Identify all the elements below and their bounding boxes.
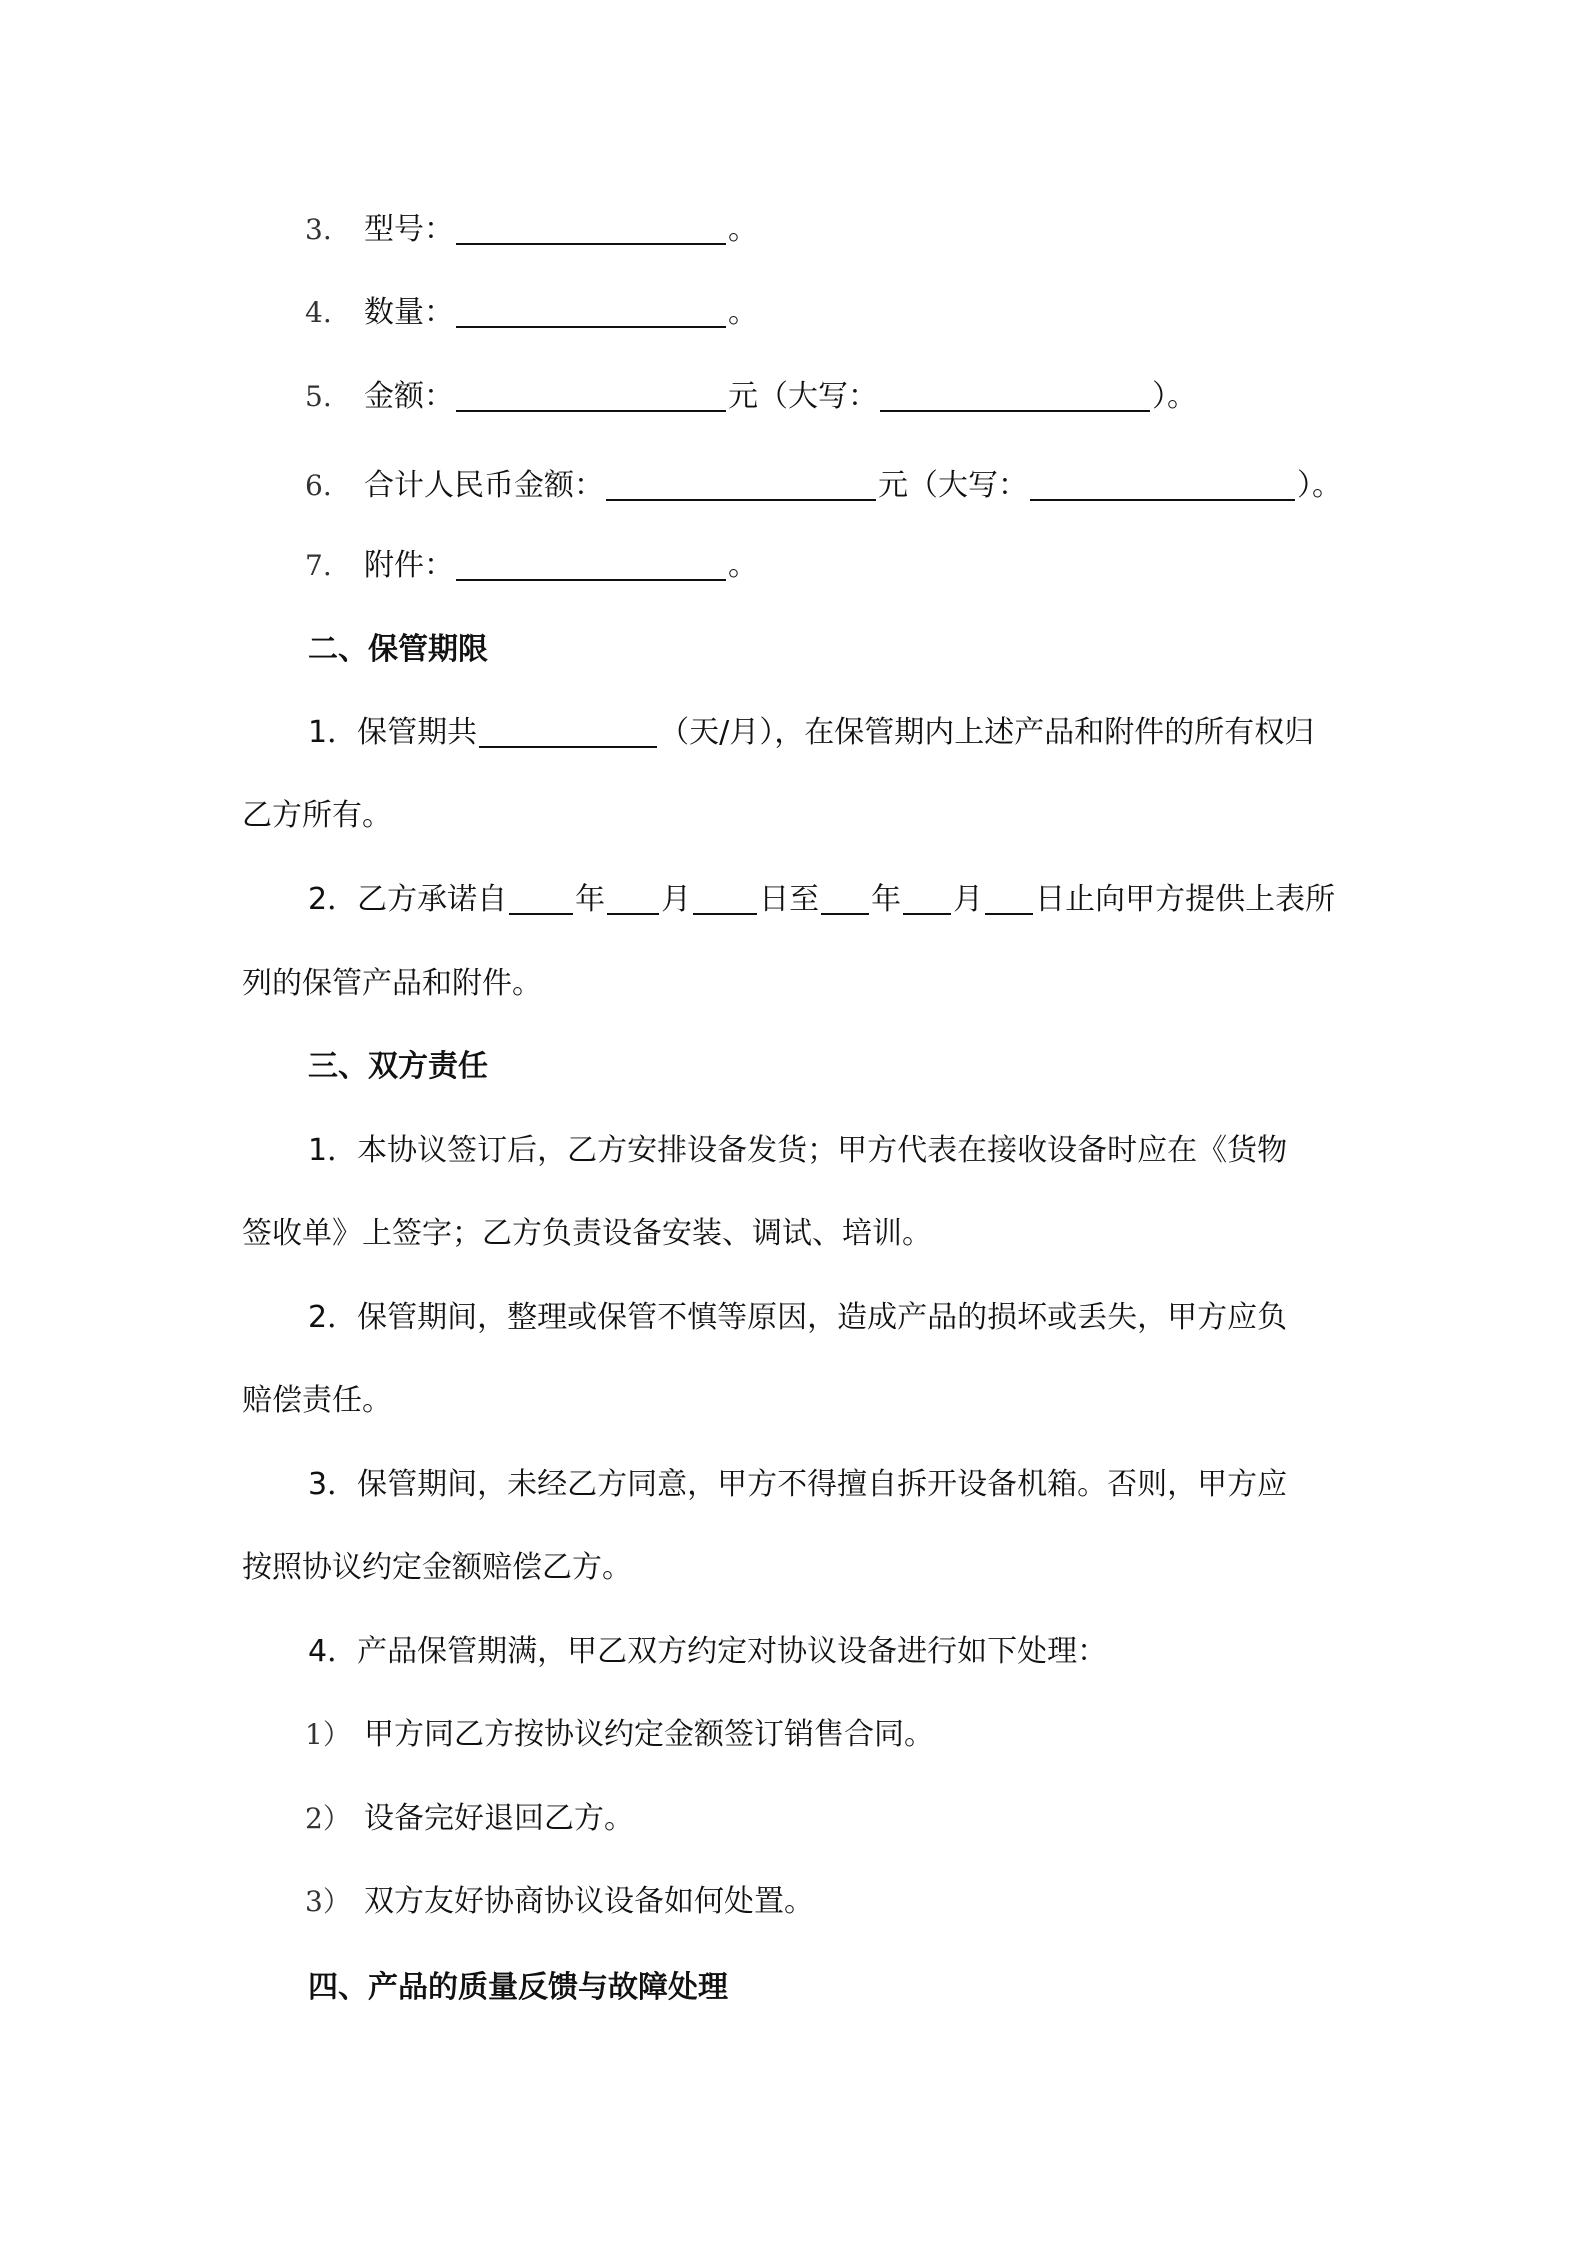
option-number: 2） [305,1802,351,1835]
item-amount: 5. 金额： 元（大写： ）。 [0,367,1586,427]
section-heading: 二、保管期限 [308,632,488,667]
paragraph: 1．保管期共 （天/月），在保管期内上述产品和附件的所有权归 [0,703,1586,763]
paragraph-continuation: 列的保管产品和附件。 [242,966,542,1001]
option-item: 2） 设备完好退回乙方。 [0,1789,1586,1849]
section-heading: 三、双方责任 [308,1049,488,1084]
item-number: 6. [305,469,332,502]
paragraph: 4．产品保管期满，甲乙双方约定对协议设备进行如下处理： [308,1634,1108,1669]
fill-blank[interactable] [456,203,726,245]
item-model: 3. 型号： 。 [0,200,1586,260]
option-number: 1） [305,1718,351,1751]
fill-blank-uppercase[interactable] [1030,459,1295,501]
item-attachment: 7. 附件： 。 [0,536,1586,596]
item-number: 4. [305,296,332,329]
item-number: 7. [305,549,332,582]
item-label: 金额： [364,379,454,414]
section-heading: 四、产品的质量反馈与故障处理 [308,1970,728,2005]
fill-blank-year[interactable] [509,873,573,915]
option-number: 3） [305,1885,351,1918]
paragraph: 1．本协议签订后，乙方安排设备发货；甲方代表在接收设备时应在《货物 [308,1133,1288,1168]
fill-blank[interactable] [456,286,726,328]
option-item: 1） 甲方同乙方按协议约定金额签订销售合同。 [0,1705,1586,1765]
fill-blank-month[interactable] [903,873,951,915]
paragraph: 3．保管期间，未经乙方同意，甲方不得擅自拆开设备机箱。否则，甲方应 [308,1467,1288,1502]
fill-blank-day[interactable] [693,873,757,915]
item-number: 3. [305,213,332,246]
option-item: 3） 双方友好协商协议设备如何处置。 [0,1872,1586,1932]
fill-blank-year[interactable] [821,873,869,915]
item-label: 合计人民币金额： [364,468,604,503]
paragraph: 2．乙方承诺自 年 月 日至 年 月 日止向甲方提供上表所 [0,870,1586,930]
fill-blank[interactable] [606,459,876,501]
item-label: 型号： [364,212,454,247]
item-quantity: 4. 数量： 。 [0,283,1586,343]
paragraph-continuation: 赔偿责任。 [242,1383,392,1418]
fill-blank[interactable] [456,370,726,412]
fill-blank-uppercase[interactable] [880,370,1150,412]
item-label: 附件： [364,548,454,583]
fill-blank-day[interactable] [985,873,1033,915]
fill-blank[interactable] [456,539,726,581]
item-number: 5. [305,380,332,413]
fill-blank[interactable] [479,706,657,748]
item-label: 数量： [364,295,454,330]
item-total-amount: 6. 合计人民币金额： 元（大写： ）。 [0,456,1586,516]
paragraph: 2．保管期间，整理或保管不慎等原因，造成产品的损坏或丢失，甲方应负 [308,1300,1288,1335]
paragraph-continuation: 按照协议约定金额赔偿乙方。 [242,1550,632,1585]
paragraph-continuation: 签收单》上签字；乙方负责设备安装、调试、培训。 [242,1216,932,1251]
fill-blank-month[interactable] [607,873,659,915]
paragraph-continuation: 乙方所有。 [242,798,392,833]
